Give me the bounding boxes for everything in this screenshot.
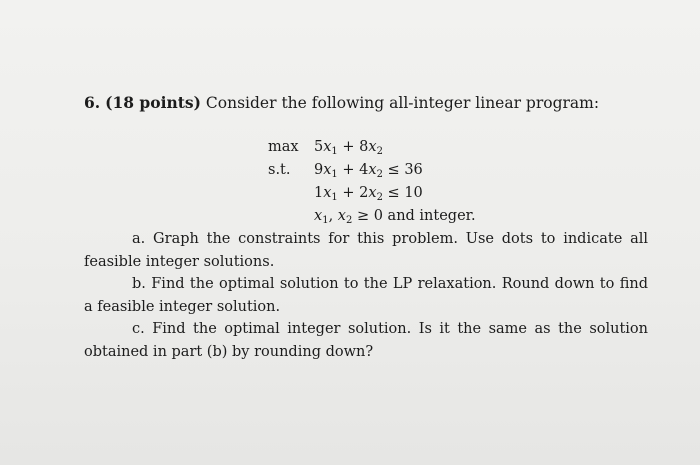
part-b: b. Find the optimal solution to the LP relaxation. Round down to find a feasible integer solution. xyxy=(84,276,648,315)
question-parts xyxy=(84,228,648,363)
objective-expression: $5x_1 + 8x_2$ xyxy=(314,139,383,157)
constraint-1-expression: $9x_1 + 4x_2 \le 36$ xyxy=(314,162,423,180)
problem-number: 6. xyxy=(84,93,101,112)
part-a: a. Graph the constraints for this problem. Use dots to indicate all feasible integer solutions. xyxy=(84,231,648,270)
nonnegativity-expression: $x_1$, $x_2 \ge 0$ and integer. xyxy=(314,208,476,226)
part-c: c. Find the optimal integer solution. Is it the same as the solution obtained in part (b) by rounding down? xyxy=(84,321,648,360)
problem-intro: Consider the following all-integer linear program: xyxy=(205,94,600,112)
problem-heading xyxy=(84,93,599,113)
constraint-2-expression: $1x_1 + 2x_2 \le 10$ xyxy=(314,185,423,203)
constraints-label: s.t. xyxy=(268,162,291,178)
objective-label: max xyxy=(268,139,299,155)
problem-points: (18 points) xyxy=(105,93,201,112)
